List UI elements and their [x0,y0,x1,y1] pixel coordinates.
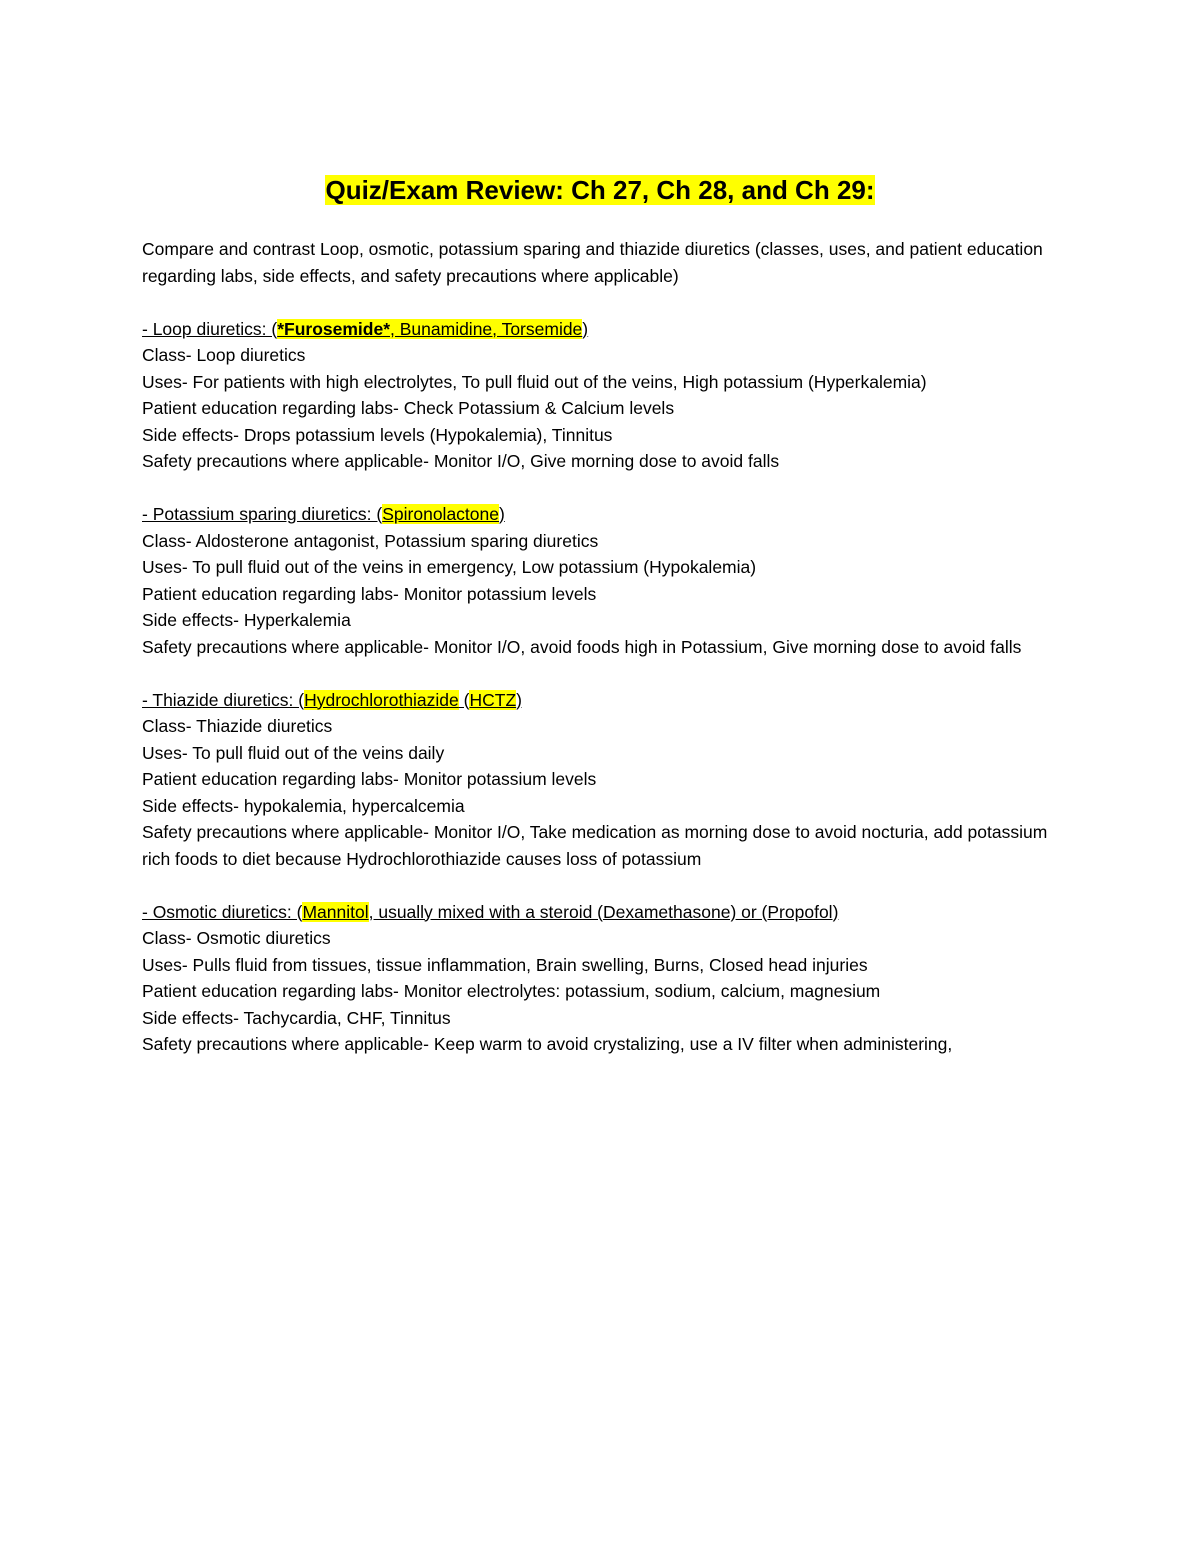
labs-line: Patient education regarding labs- Monitor electrolytes: potassium, sodium, calcium, magnesium [142,981,881,1001]
heading-highlight: Hydrochlorothiazide [304,689,459,710]
heading-highlight: Mannitol [302,901,369,922]
uses-line: Uses- To pull fluid out of the veins in emergency, Low potassium (Hypokalemia) [142,557,757,577]
heading-highlight-bold: *Furosemide* [277,318,391,339]
heading-prefix: - Loop diuretics: ( [142,318,278,339]
uses-line: Uses- To pull fluid out of the veins daily [142,742,445,763]
labs-line: Patient education regarding labs- Check Potassium & Calcium levels [142,398,675,418]
heading-suffix: , usually mixed with a steroid (Dexamethasone) or (Propofol) [368,901,839,922]
uses-line: Uses- Pulls fluid from tissues, tissue inflammation, Brain swelling, Burns, Closed head injuries [142,954,868,975]
heading-highlight [277,319,582,339]
title-highlight: Quiz/Exam Review: Ch 27, Ch 28, and Ch 29: [325,175,875,205]
class-line: Class- Aldosterone antagonist, Potassium sparing diuretics [142,530,599,551]
document-body [142,236,1062,1084]
heading-suffix: ) [498,504,505,524]
heading-prefix: - Thiazide diuretics: ( [142,689,305,710]
heading-suffix: ) [582,318,589,339]
side-effects-line: Side effects- Drops potassium levels (Hypokalemia), Tinnitus [142,424,613,445]
heading-highlight-rest: , Bunamidine, Torsemide [390,318,583,339]
labs-line: Patient education regarding labs- Monitor potassium levels [142,583,597,604]
class-line: Class- Osmotic diuretics [142,928,331,948]
section-heading [142,899,1062,926]
section-osmotic-diuretics [142,899,1062,1058]
uses-line: Uses- For patients with high electrolytes, To pull fluid out of the veins, High potassium (Hyperkalemia) [142,371,927,392]
safety-line: Safety precautions where applicable- Keep warm to avoid crystalizing, use a IV filter when administering, [142,1034,953,1054]
heading-prefix: - Osmotic diuretics: ( [142,901,303,922]
side-effects-line: Side effects- Tachycardia, CHF, Tinnitus [142,1007,451,1028]
safety-line: Safety precautions where applicable- Monitor I/O, Give morning dose to avoid falls [142,451,780,471]
side-effects-line: Side effects- Hyperkalemia [142,610,351,630]
section-heading [142,501,1062,528]
class-line: Class- Thiazide diuretics [142,716,333,736]
section-heading [142,316,1062,343]
section-heading [142,687,1062,714]
heading-highlight-2: HCTZ [469,689,517,710]
section-loop-diuretics [142,316,1062,475]
heading-suffix: ) [516,689,522,710]
heading-highlight: Spironolactone [382,504,499,524]
page-title [0,172,1200,208]
heading-prefix: - Potassium sparing diuretics: ( [142,504,383,524]
intro-paragraph: Compare and contrast Loop, osmotic, potassium sparing and thiazide diuretics (classes, uses, and patient education regarding labs, side effects, and safety precautions where applicable) [142,239,1043,286]
heading-middle: ( [458,689,470,710]
safety-line: Safety precautions where applicable- Monitor I/O, Take medication as morning dose to avoid nocturia, add potassium rich foods to diet because Hydrochlorothiazide causes loss of potassium [142,822,1048,869]
class-line: Class- Loop diuretics [142,345,306,365]
section-thiazide-diuretics [142,687,1062,873]
safety-line: Safety precautions where applicable- Monitor I/O, avoid foods high in Potassium, Give morning dose to avoid falls [142,636,1022,657]
labs-line: Patient education regarding labs- Monitor potassium levels [142,769,597,789]
section-potassium-sparing-diuretics [142,501,1062,660]
side-effects-line: Side effects- hypokalemia, hypercalcemia [142,795,465,816]
